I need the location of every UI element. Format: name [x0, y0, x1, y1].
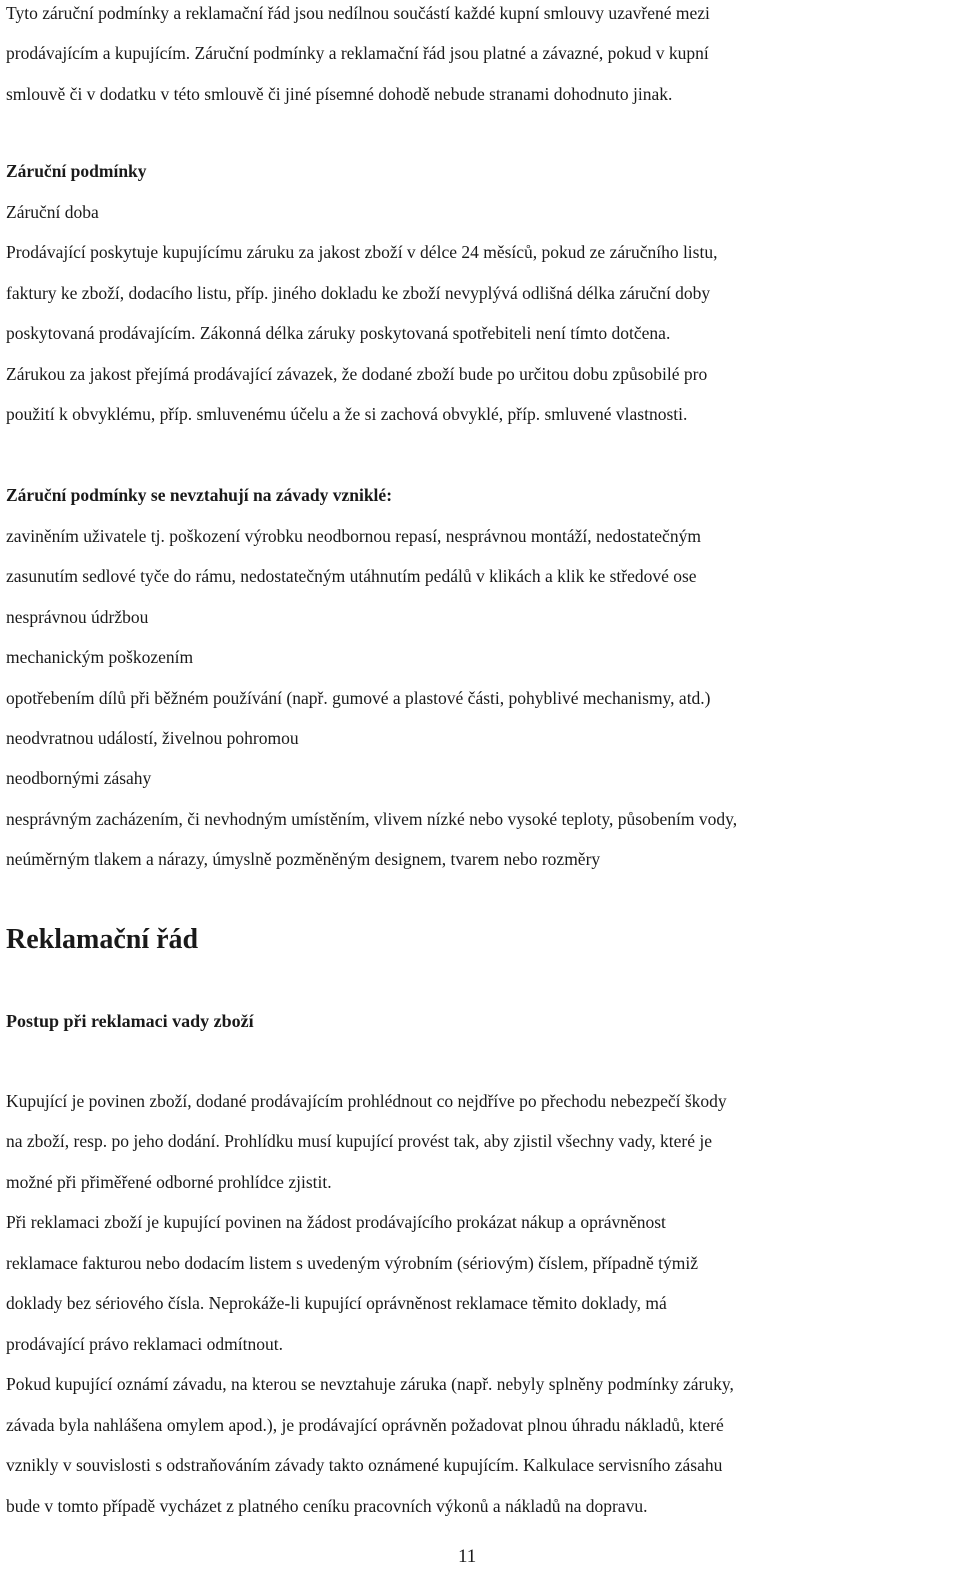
exclusion-item: zasunutím sedlové tyče do rámu, nedostatečným utáhnutím pedálů v klikách a klik ke středové ose	[6, 566, 697, 586]
intro-line: prodávajícím a kupujícím. Záruční podmínky a reklamační řád jsou platné a závazné, pokud v kupní	[6, 43, 709, 63]
exclusion-item: opotřebením dílů při běžném používání (např. gumové a plastové části, pohyblivé mechanismy, atd.)	[6, 688, 711, 708]
procedure-line: reklamace fakturou nebo dodacím listem s uvedeným výrobním (sériovým) číslem, případně týmiž	[6, 1253, 699, 1273]
page-number: 11	[458, 1546, 477, 1567]
complaints-heading: Reklamační řád	[6, 924, 199, 955]
exclusion-item: zaviněním uživatele tj. poškození výrobku neodbornou repasí, nesprávnou montáží, nedostatečným	[6, 526, 701, 546]
exclusions-heading: Záruční podmínky se nevztahují na závady vzniklé:	[6, 485, 393, 505]
intro-line: smlouvě či v dodatku v této smlouvě či jiné písemné dohodě nebude stranami dohodnuto jinak.	[6, 84, 673, 104]
procedure-line: na zboží, resp. po jeho dodání. Prohlídku musí kupující provést tak, aby zjistil všechny vady, které je	[6, 1131, 713, 1151]
procedure-line: prodávající právo reklamaci odmítnout.	[6, 1334, 283, 1354]
warranty-line: Zárukou za jakost přejímá prodávající závazek, že dodané zboží bude po určitou dobu způsobilé pro	[6, 364, 708, 384]
procedure-line: možné při přiměřené odborné prohlídce zjistit.	[6, 1172, 332, 1192]
warranty-line: faktury ke zboží, dodacího listu, příp. jiného dokladu ke zboží nevyplývá odlišná délka záruční doby	[6, 283, 711, 303]
procedure-line: Pokud kupující oznámí závadu, na kterou se nevztahuje záruka (např. nebyly splněny podmínky záruky,	[6, 1374, 734, 1394]
warranty-line: poskytovaná prodávajícím. Zákonná délka záruky poskytovaná spotřebiteli není tímto dotčena.	[6, 323, 671, 343]
warranty-line: Prodávající poskytuje kupujícímu záruku za jakost zboží v délce 24 měsíců, pokud ze záručního listu,	[6, 242, 718, 262]
exclusion-item: nesprávnou údržbou	[6, 607, 149, 627]
exclusion-item: nesprávným zacházením, či nevhodným umístěním, vlivem nízké nebo vysoké teploty, působením vody,	[6, 809, 738, 829]
warranty-line: použití k obvyklému, příp. smluvenému účelu a že si zachová obvyklé, příp. smluvené vlastnosti.	[6, 404, 688, 424]
procedure-line: vznikly v souvislosti s odstraňováním závady takto oznámené kupujícím. Kalkulace servisního zásahu	[6, 1455, 723, 1475]
exclusion-item: mechanickým poškozením	[6, 647, 194, 667]
procedure-line: závada byla nahlášena omylem apod.), je prodávající oprávněn požadovat plnou úhradu nákladů, které	[6, 1415, 724, 1435]
exclusion-item: neúměrným tlakem a nárazy, úmyslně pozměněným designem, tvarem nebo rozměry	[6, 849, 601, 869]
procedure-line: Kupující je povinen zboží, dodané prodávajícím prohlédnout co nejdříve po přechodu nebezpečí škody	[6, 1091, 727, 1111]
exclusion-item: neodvratnou událostí, živelnou pohromou	[6, 728, 299, 748]
warranty-heading: Záruční podmínky	[6, 161, 147, 181]
procedure-line: doklady bez sériového čísla. Neprokáže-li kupující oprávněnost reklamace těmito doklady, má	[6, 1293, 667, 1313]
procedure-heading: Postup při reklamaci vady zboží	[6, 1011, 254, 1031]
procedure-line: bude v tomto případě vycházet z platného ceníku pracovních výkonů a nákladů na dopravu.	[6, 1496, 648, 1516]
procedure-line: Při reklamaci zboží je kupující povinen na žádost prodávajícího prokázat nákup a oprávněnost	[6, 1212, 666, 1232]
warranty-period-label: Záruční doba	[6, 202, 99, 222]
intro-line: Tyto záruční podmínky a reklamační řád jsou nedílnou součástí každé kupní smlouvy uzavřené mezi	[6, 3, 710, 23]
exclusion-item: neodbornými zásahy	[6, 768, 152, 788]
